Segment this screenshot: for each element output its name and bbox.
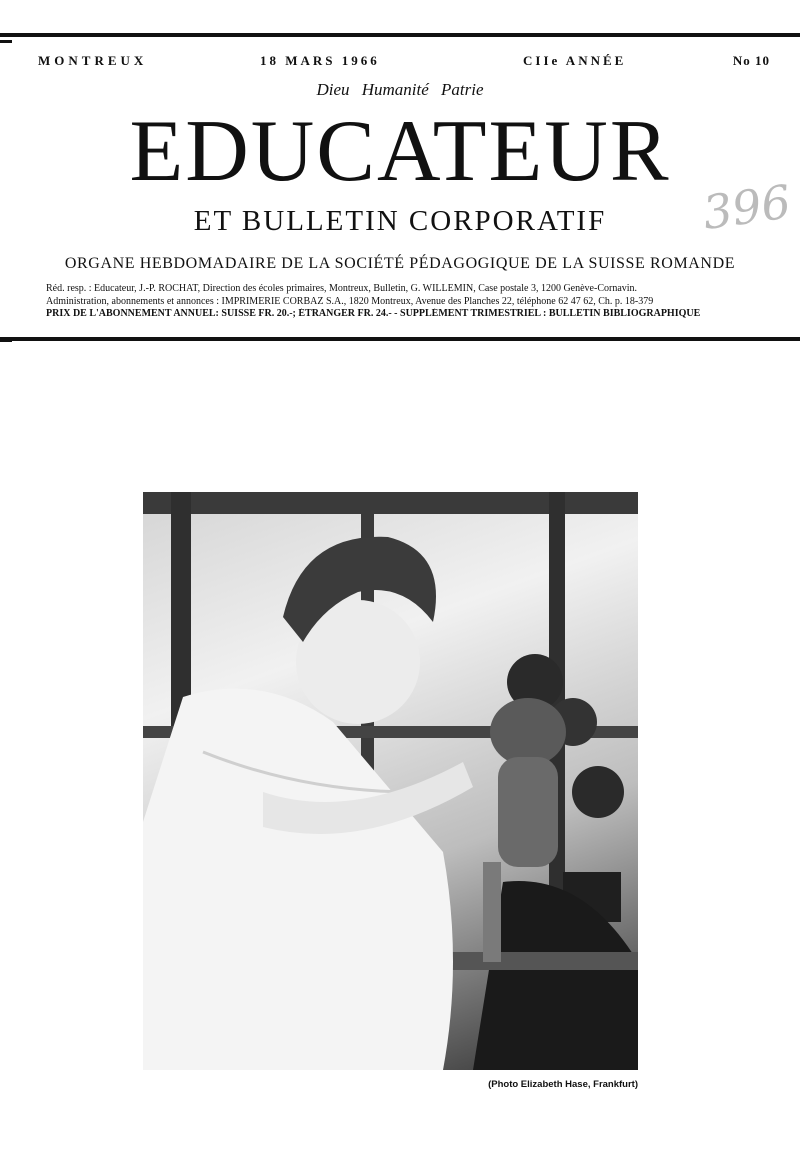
top-rule — [0, 33, 800, 37]
dateline-issue-number: No 10 — [732, 53, 770, 68]
bottom-rule-tick — [0, 339, 12, 342]
top-rule-tick — [0, 40, 12, 43]
administration-info: Administration, abonnements et annonces : IMPRIMERIE CORBAZ S.A., 1820 Montreux, Avenue des Planches 22, téléphone 62 47 62, Ch. p. 18-379 — [46, 296, 654, 307]
dateline-date: 18 MARS 1966 — [260, 53, 380, 68]
masthead-subtitle: ET BULLETIN CORPORATIF — [193, 205, 607, 237]
organe-line: ORGANE HEBDOMADAIRE DE LA SOCIÉTÉ PÉDAGOGIQUE DE LA SUISSE ROMANDE — [64, 255, 736, 272]
photo-caption: (Photo Elizabeth Hase, Frankfurt) — [488, 1079, 638, 1090]
subscription-price-line: PRIX DE L'ABONNEMENT ANNUEL: SUISSE FR. 20.-; ÉTRANGER FR. 24.- - SUPPLÉMENT TRIMESTRIEL : BULLETIN BIBLIOGRAPHIQUE — [46, 308, 701, 319]
masthead-title: EDUCATEUR — [129, 103, 671, 200]
dateline-city: MONTREUX — [38, 53, 148, 68]
editorial-info: Réd. resp. : Educateur, J.-P. ROCHAT, Direction des écoles primaires, Montreux, Bulletin, G. WILLEMIN, Case postale 3, 1200 Genève-Cornavin. — [46, 283, 638, 294]
dateline — [38, 53, 770, 71]
dateline-year: CIIe ANNÉE — [523, 53, 627, 68]
bottom-rule — [0, 337, 800, 341]
cover-photo-illustration — [143, 492, 638, 1070]
handwritten-note: 396 — [699, 174, 795, 241]
motto: Dieu Humanité Patrie — [316, 80, 484, 99]
cover-photo — [143, 492, 638, 1070]
